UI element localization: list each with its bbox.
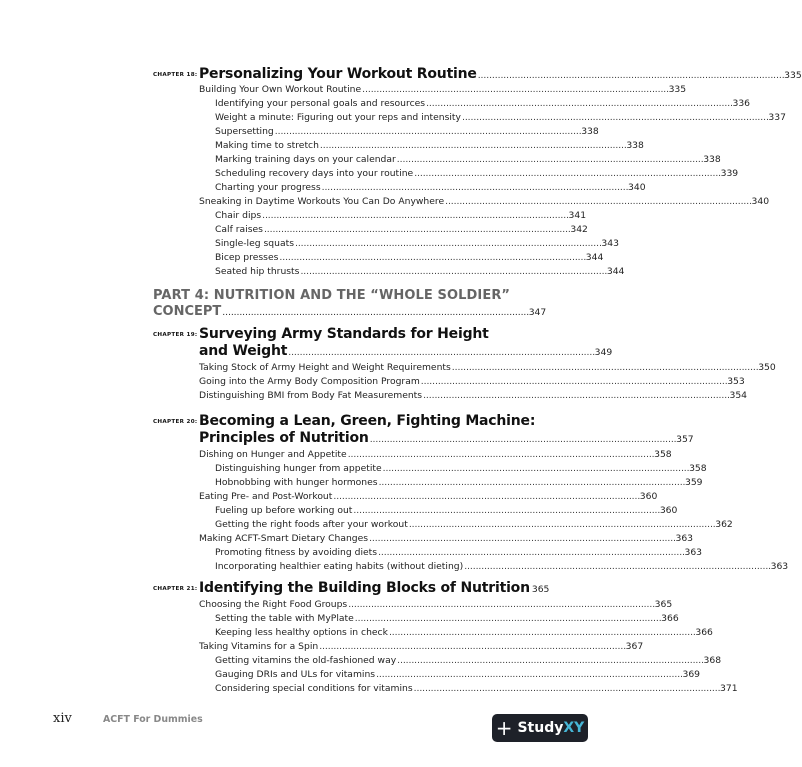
page-number: 341 (568, 210, 587, 221)
leader-dots (383, 463, 688, 475)
part-heading[interactable] (153, 304, 547, 321)
leader-dots (279, 252, 584, 264)
entry-text: Getting vitamins the old-fashioned way (215, 655, 397, 666)
toc-subentry[interactable] (215, 266, 625, 278)
entry-text: Keeping less healthy options in check (215, 627, 388, 638)
chapter-heading[interactable] (199, 430, 694, 446)
entry-text: Dishing on Hunger and Appetite (199, 449, 347, 460)
leader-dots (355, 613, 660, 625)
page-number: 363 (684, 547, 703, 558)
logo-text-study: Study (517, 720, 564, 736)
toc-subentry[interactable] (215, 98, 751, 110)
leader-dots (322, 182, 627, 194)
toc-entry[interactable] (199, 376, 745, 388)
toc-subentry[interactable] (215, 463, 707, 475)
toc-entry[interactable] (199, 196, 770, 208)
page-number: 369 (682, 669, 701, 680)
page-number: 365 (654, 599, 673, 610)
toc-subentry[interactable] (215, 669, 701, 681)
page-number: 357 (676, 434, 694, 445)
toc-subentry[interactable] (215, 154, 721, 166)
toc-subentry[interactable] (215, 613, 679, 625)
toc-entry[interactable] (199, 84, 687, 96)
entry-text: Incorporating healthier eating habits (without dieting) (215, 561, 464, 572)
toc-entry[interactable] (199, 599, 673, 611)
leader-dots (348, 449, 653, 461)
page-number: 350 (758, 362, 776, 373)
leader-dots (379, 477, 684, 489)
part-title-continued: CONCEPT (153, 304, 222, 319)
page-number: 371 (720, 683, 738, 694)
chapter-label: CHAPTER 20: (153, 419, 198, 425)
toc-subentry[interactable] (215, 547, 703, 559)
page-number: 340 (628, 182, 646, 193)
leader-dots (397, 154, 702, 166)
leader-dots (414, 683, 719, 695)
entry-text: Fueling up before working out (215, 505, 353, 516)
leader-dots (478, 70, 783, 82)
page-number: 358 (689, 463, 707, 474)
toc-entry[interactable] (199, 362, 776, 374)
leader-dots (376, 669, 681, 681)
chapter-title[interactable]: Surveying Army Standards for Height (199, 326, 489, 342)
leader-dots (414, 168, 719, 180)
chapter-heading[interactable] (199, 66, 802, 82)
leader-dots (353, 505, 658, 517)
leader-dots (389, 627, 694, 639)
toc-subentry[interactable] (215, 655, 722, 667)
toc-entry[interactable] (199, 491, 658, 503)
page-number: 339 (720, 168, 739, 179)
chapter-heading[interactable] (199, 343, 613, 359)
entry-text: Hobnobbing with hunger hormones (215, 477, 378, 488)
toc-entry[interactable] (199, 641, 644, 653)
logo-text-xy: XY (563, 720, 585, 736)
toc-subentry[interactable] (215, 224, 588, 236)
page-number: 344 (585, 252, 604, 263)
entry-text: Calf raises (215, 224, 263, 235)
toc-subentry[interactable] (215, 210, 587, 222)
leader-dots (445, 196, 750, 208)
toc-subentry[interactable] (215, 505, 678, 517)
page-number: 335 (668, 84, 687, 95)
part-title: PART 4: NUTRITION AND THE “WHOLE SOLDIER” (153, 288, 511, 303)
entry-text: Supersetting (215, 126, 274, 137)
page-number: 354 (729, 390, 748, 401)
page-number: 353 (727, 376, 745, 387)
toc-subentry[interactable] (215, 252, 604, 264)
leader-dots (370, 434, 675, 446)
plus-icon: + (495, 716, 513, 740)
page-number: 363 (675, 533, 694, 544)
leader-dots (409, 519, 714, 531)
leader-dots (319, 641, 624, 653)
page-number: 363 (770, 561, 789, 572)
entry-text: Choosing the Right Food Groups (199, 599, 348, 610)
leader-dots (288, 347, 593, 359)
entry-text: Making ACFT-Smart Dietary Changes (199, 533, 369, 544)
leader-dots (320, 140, 625, 152)
entry-text: Distinguishing BMI from Body Fat Measurements (199, 390, 423, 401)
entry-text: Scheduling recovery days into your routine (215, 168, 414, 179)
leader-dots (300, 266, 605, 278)
toc-subentry[interactable] (215, 238, 619, 250)
entry-text: Getting the right foods after your workout (215, 519, 408, 530)
entry-text: Identifying your personal goals and resources (215, 98, 426, 109)
page-number: 342 (570, 224, 588, 235)
page-number: 336 (732, 98, 751, 109)
page-number: 347 (528, 307, 547, 318)
page-number: 340 (751, 196, 770, 207)
page-number: 368 (703, 655, 722, 666)
entry-text: Weight a minute: Figuring out your reps and intensity (215, 112, 461, 123)
leader-dots (421, 376, 726, 388)
leader-dots (462, 112, 767, 124)
leader-dots (369, 533, 674, 545)
page-number: 338 (626, 140, 644, 151)
page-number: 349 (594, 347, 613, 358)
footer-page-number: xiv (53, 711, 72, 726)
toc-subentry[interactable] (215, 182, 646, 194)
toc-subentry[interactable] (215, 477, 703, 489)
leader-dots (378, 547, 683, 559)
entry-text: Gauging DRIs and ULs for vitamins (215, 669, 376, 680)
toc-subentry[interactable] (215, 561, 789, 573)
entry-text: Considering special conditions for vitamins (215, 683, 413, 694)
chapter-title[interactable]: Becoming a Lean, Green, Fighting Machine: (199, 413, 536, 429)
page-number: 360 (659, 505, 678, 516)
entry-text: Seated hip thrusts (215, 266, 300, 277)
chapter-label: CHAPTER 21: (153, 586, 198, 592)
entry-text: Chair dips (215, 210, 262, 221)
entry-text: Building Your Own Workout Routine (199, 84, 362, 95)
entry-text: Taking Vitamins for a Spin (199, 641, 319, 652)
entry-text: Promoting fitness by avoiding diets (215, 547, 378, 558)
leader-dots (333, 491, 638, 503)
chapter-title: Personalizing Your Workout Routine (199, 66, 477, 82)
entry-text: Bicep presses (215, 252, 279, 263)
toc-subentry[interactable] (215, 627, 713, 639)
page-number: 367 (625, 641, 644, 652)
toc-entry[interactable] (199, 449, 672, 461)
page-number: 338 (703, 154, 721, 165)
chapter-title: Identifying the Building Blocks of Nutrition (199, 580, 530, 596)
toc-subentry[interactable] (215, 683, 738, 695)
chapter-title-continued: and Weight (199, 343, 288, 359)
leader-dots (222, 305, 527, 321)
entry-text: Sneaking in Daytime Workouts You Can Do Anywhere (199, 196, 445, 207)
toc-subentry[interactable] (215, 126, 599, 138)
studyxy-logo[interactable] (492, 714, 588, 742)
chapter-label: CHAPTER 18: (153, 72, 198, 78)
entry-text: Single-leg squats (215, 238, 294, 249)
entry-text: Taking Stock of Army Height and Weight Requirements (199, 362, 451, 373)
leader-dots (275, 126, 580, 138)
page-number: 358 (654, 449, 672, 460)
toc-subentry[interactable] (215, 519, 733, 531)
leader-dots (423, 390, 728, 402)
page-number: 360 (639, 491, 658, 502)
page-number: 337 (768, 112, 786, 123)
page-number: 335 (784, 70, 802, 81)
toc-entry[interactable] (199, 390, 748, 402)
leader-dots (397, 655, 702, 667)
leader-dots (295, 238, 600, 250)
page-number: 359 (684, 477, 703, 488)
toc-subentry[interactable] (215, 112, 786, 124)
leader-dots (452, 362, 757, 374)
entry-text: Charting your progress (215, 182, 321, 193)
page-number: 366 (661, 613, 679, 624)
entry-text: Setting the table with MyPlate (215, 613, 354, 624)
leader-dots (262, 210, 567, 222)
entry-text: Marking training days on your calendar (215, 154, 396, 165)
chapter-title-continued: Principles of Nutrition (199, 430, 369, 446)
page-number: 366 (695, 627, 713, 638)
entry-text: Eating Pre- and Post-Workout (199, 491, 333, 502)
entry-text: Going into the Army Body Composition Program (199, 376, 420, 387)
leader-dots (348, 599, 653, 611)
page-number: 365 (531, 584, 550, 595)
page-number: 344 (606, 266, 625, 277)
footer-book-title: ACFT For Dummies (103, 714, 203, 725)
toc-entry[interactable] (199, 533, 694, 545)
toc-subentry[interactable] (215, 168, 739, 180)
page-number: 338 (581, 126, 599, 137)
entry-text: Distinguishing hunger from appetite (215, 463, 382, 474)
chapter-heading[interactable] (199, 580, 550, 596)
leader-dots (464, 561, 769, 573)
page-number: 362 (715, 519, 733, 530)
leader-dots (264, 224, 569, 236)
toc-subentry[interactable] (215, 140, 644, 152)
page-number: 343 (601, 238, 619, 249)
chapter-label: CHAPTER 19: (153, 332, 198, 338)
entry-text: Making time to stretch (215, 140, 319, 151)
leader-dots (426, 98, 731, 110)
leader-dots (362, 84, 667, 96)
